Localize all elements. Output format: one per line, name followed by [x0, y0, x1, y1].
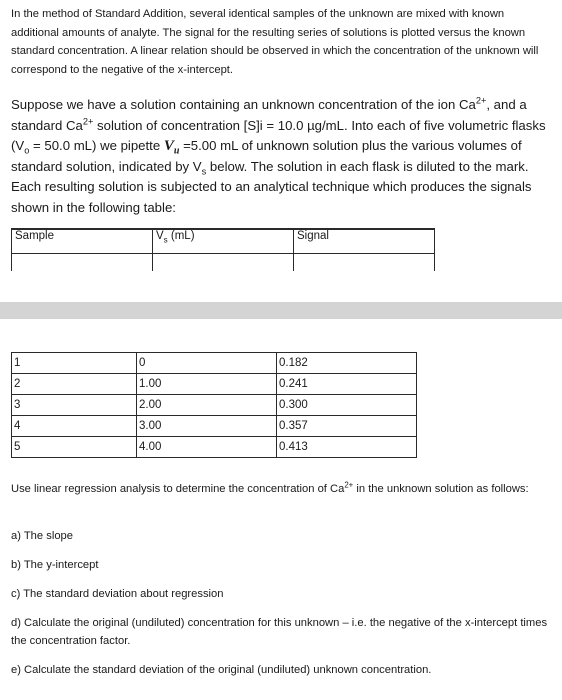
cell-signal: 0.182: [277, 353, 417, 374]
subscript-s: s: [201, 166, 207, 177]
table-row: [12, 353, 417, 374]
symbol-v: V: [163, 138, 174, 154]
header-vs-unit: (mL): [167, 230, 195, 242]
question-d: d) Calculate the original (undiluted) concentration for this unknown – i.e. the negative of the x-intercept times the concentration factor.: [11, 617, 548, 647]
cell-vs: 0: [137, 353, 277, 374]
cell-vs: 4.00: [137, 437, 277, 458]
cell-vs: 3.00: [137, 416, 277, 437]
problem-text-4: = 50.0 mL) we pipette: [29, 138, 164, 153]
intro-text: In the method of Standard Addition, several identical samples of the unknown are mixed with known additional amounts of analyte. The signal for the resulting series of solutions is plotted versus the known standard concentration. A linear relation should be observed in which the concentration of the unknown will correspond to the negative of the x-intercept.: [11, 8, 539, 76]
question-e: e) Calculate the standard deviation of the original (undiluted) unknown concentration.: [11, 664, 432, 676]
cell-sample: 2: [12, 374, 137, 395]
problem-text-5: =5.00 mL of unknown solution plus the various volumes of standard solution, indicated by V: [11, 138, 522, 174]
cell-vs: 2.00: [137, 395, 277, 416]
table-row: [12, 374, 417, 395]
header-signal: [294, 229, 435, 254]
cell-vs: 1.00: [137, 374, 277, 395]
problem-text-1: Suppose we have a solution containing an unknown concentration of the ion Ca: [11, 97, 476, 112]
header-sample-label: Sample: [15, 230, 54, 242]
cell-signal: 0.241: [277, 374, 417, 395]
lead-text-b: in the unknown solution as follows:: [353, 483, 529, 495]
header-signal-label: Signal: [297, 230, 329, 242]
problem-text-3: solution of concentration [S]i = 10.0 µg/mL. Into each of five volumetric flasks (V: [11, 117, 546, 153]
cell-sample: 1: [12, 353, 137, 374]
cell-sample: 4: [12, 416, 137, 437]
problem-text-6: below. The solution in each flask is diluted to the mark. Each resulting solution is subjected to an analytical technique which produces the signals shown in the following table:: [11, 158, 532, 215]
empty-cell: [12, 254, 153, 272]
problem-text-2: , and a standard Ca: [11, 97, 527, 133]
superscript-charge: 2+: [344, 480, 354, 490]
question-b: b) The y-intercept: [11, 559, 99, 571]
instructions-lead: [11, 480, 551, 498]
subscript-u: u: [173, 145, 180, 157]
header-row: [12, 229, 435, 254]
question-a: a) The slope: [11, 530, 73, 542]
header-vs: [153, 229, 294, 254]
subscript-o: o: [24, 145, 30, 156]
header-table: [11, 228, 435, 271]
cell-signal: 0.300: [277, 395, 417, 416]
cell-signal: 0.413: [277, 437, 417, 458]
empty-cell: [294, 254, 435, 272]
table-row: [12, 416, 417, 437]
cell-sample: 5: [12, 437, 137, 458]
header-vs-sub: s: [163, 235, 168, 245]
empty-row: [12, 254, 435, 272]
problem-paragraph: [11, 95, 556, 218]
separator-band: [0, 302, 562, 319]
table-row: [12, 437, 417, 458]
question-c: c) The standard deviation about regression: [11, 588, 224, 600]
superscript-charge: 2+: [82, 116, 94, 127]
cell-sample: 3: [12, 395, 137, 416]
header-sample: [12, 229, 153, 254]
data-table: [11, 352, 417, 458]
superscript-charge: 2+: [475, 95, 487, 106]
empty-cell: [153, 254, 294, 272]
cell-signal: 0.357: [277, 416, 417, 437]
lead-text-a: Use linear regression analysis to determine the concentration of Ca: [11, 483, 345, 495]
intro-paragraph: [11, 5, 551, 79]
header-vs-label: V: [156, 230, 164, 242]
table-row: [12, 395, 417, 416]
